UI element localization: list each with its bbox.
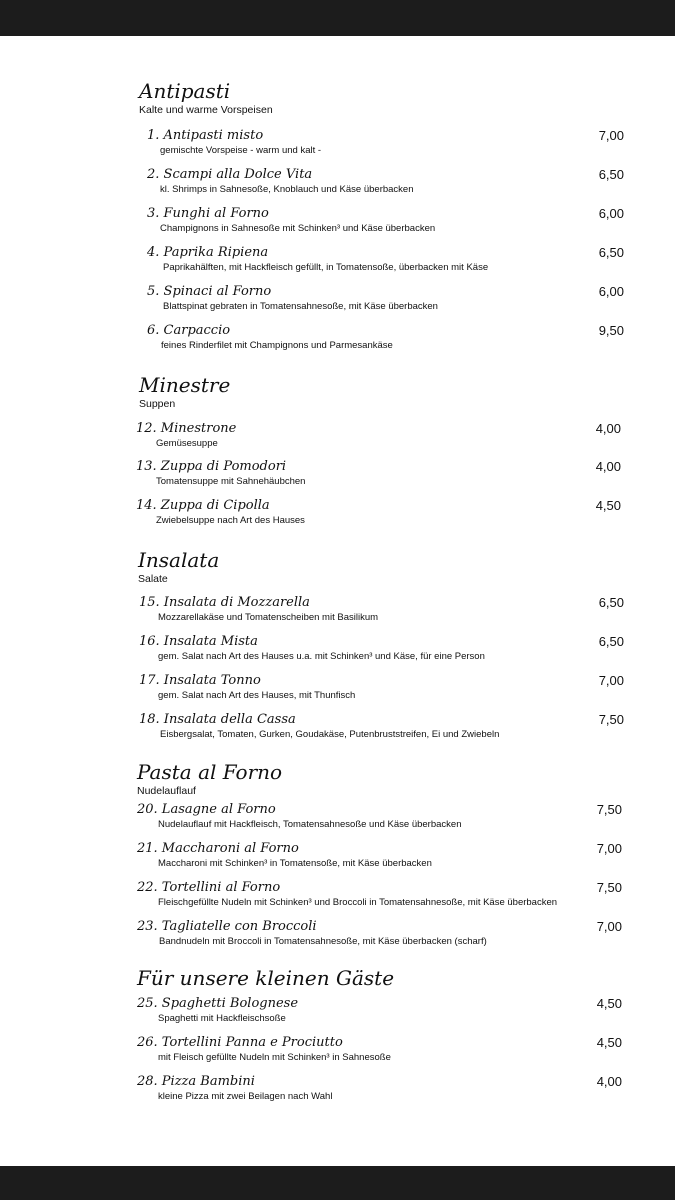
item-description: gem. Salat nach Art des Hauses, mit Thunfisch	[158, 690, 356, 701]
item-price: 7,00	[596, 841, 622, 856]
item-description: Eisbergsalat, Tomaten, Gurken, Goudakäse, Putenbruststreifen, Ei und Zwiebeln	[160, 729, 500, 740]
menu-item	[139, 595, 624, 624]
section-insalata	[138, 549, 675, 586]
item-description: feines Rinderfilet mit Champignons und Parmesankäse	[161, 340, 393, 351]
item-description: gemischte Vorspeise - warm und kalt -	[160, 145, 322, 156]
item-description: mit Fleisch gefüllte Nudeln mit Schinken³ in Sahnesoße	[158, 1052, 391, 1063]
section-title: Insalata	[138, 548, 220, 572]
menu-item	[139, 673, 624, 702]
menu-item	[137, 841, 622, 870]
item-name: 25. Spaghetti Bolognese	[137, 996, 299, 1011]
item-name: 3. Funghi al Forno	[147, 206, 269, 221]
menu-item	[137, 919, 622, 948]
section-subtitle: Suppen	[139, 398, 176, 410]
item-description: Zwiebelsuppe nach Art des Hauses	[156, 515, 305, 526]
item-price: 4,50	[596, 996, 622, 1011]
item-description: Tomatensuppe mit Sahnehäubchen	[156, 476, 306, 487]
item-name: 23. Tagliatelle con Broccoli	[137, 919, 317, 934]
item-price: 6,50	[598, 595, 624, 610]
item-price: 4,00	[596, 1074, 622, 1089]
item-price: 4,00	[595, 421, 621, 436]
item-description: Blattspinat gebraten in Tomatensahnesoße, mit Käse überbacken	[163, 301, 438, 312]
item-name: 6. Carpaccio	[147, 323, 231, 338]
item-name: 1. Antipasti misto	[147, 128, 264, 143]
item-description: Spaghetti mit Hackfleischsoße	[158, 1013, 286, 1024]
item-name: 22. Tortellini al Forno	[137, 880, 281, 895]
section-title: Antipasti	[139, 79, 231, 103]
item-description: Paprikahälften, mit Hackfleisch gefüllt, in Tomatensoße, überbacken mit Käse	[163, 262, 489, 273]
menu-item	[147, 206, 632, 235]
item-price: 7,50	[598, 712, 624, 727]
menu-item	[137, 880, 622, 909]
section-title: Minestre	[139, 373, 231, 397]
item-price: 6,50	[598, 245, 624, 260]
item-price: 7,00	[596, 919, 622, 934]
item-name: 14. Zuppa di Cipolla	[136, 498, 270, 513]
section-subtitle: Salate	[138, 573, 168, 585]
item-price: 4,50	[596, 1035, 622, 1050]
item-price: 6,00	[598, 206, 624, 221]
item-name: 26. Tortellini Panna e Prociutto	[137, 1035, 343, 1050]
bottom-bar	[0, 1166, 675, 1200]
item-description: gem. Salat nach Art des Hauses u.a. mit Schinken³ und Käse, für eine Person	[158, 651, 485, 662]
menu-item	[137, 1035, 622, 1064]
item-description: Gemüsesuppe	[156, 438, 218, 449]
menu-item	[147, 167, 632, 196]
menu-item	[137, 1074, 622, 1103]
item-name: 5. Spinaci al Forno	[147, 284, 272, 299]
menu-item	[147, 245, 632, 274]
item-price: 6,50	[598, 634, 624, 649]
item-price: 7,50	[596, 880, 622, 895]
item-description: Fleischgefüllte Nudeln mit Schinken³ und Broccoli in Tomatensahnesoße, mit Käse überbacken	[158, 897, 558, 908]
item-price: 6,50	[598, 167, 624, 182]
item-description: kl. Shrimps in Sahnesoße, Knoblauch und Käse überbacken	[160, 184, 414, 195]
item-price: 4,50	[595, 498, 621, 513]
section-subtitle: Kalte und warme Vorspeisen	[139, 104, 273, 116]
item-price: 7,50	[596, 802, 622, 817]
section-subtitle: Nudelauflauf	[137, 785, 196, 797]
item-name: 28. Pizza Bambini	[137, 1074, 255, 1089]
menu-item	[136, 421, 621, 450]
section-antipasti	[139, 80, 675, 117]
section-title: Pasta al Forno	[137, 760, 283, 784]
item-name: 17. Insalata Tonno	[139, 673, 261, 688]
menu-item	[136, 498, 621, 527]
item-name: 16. Insalata Mista	[139, 634, 258, 649]
item-price: 4,00	[595, 459, 621, 474]
menu-item	[139, 634, 624, 663]
item-name: 12. Minestrone	[136, 421, 237, 436]
item-name: 15. Insalata di Mozzarella	[139, 595, 310, 610]
item-name: 21. Maccharoni al Forno	[137, 841, 299, 856]
menu-item	[137, 802, 622, 831]
section-kids	[137, 967, 675, 989]
item-description: Mozzarellakäse und Tomatenscheiben mit Basilikum	[158, 612, 379, 623]
menu-item	[147, 323, 632, 352]
item-name: 2. Scampi alla Dolce Vita	[147, 167, 313, 182]
menu-item	[136, 459, 621, 488]
item-name: 20. Lasagne al Forno	[137, 802, 276, 817]
menu-item	[139, 712, 624, 741]
item-name: 4. Paprika Ripiena	[147, 245, 269, 260]
item-name: 13. Zuppa di Pomodori	[136, 459, 287, 474]
item-description: Bandnudeln mit Broccoli in Tomatensahnesoße, mit Käse überbacken (scharf)	[159, 936, 487, 947]
section-title: Für unsere kleinen Gäste	[137, 966, 395, 990]
menu-item	[147, 128, 632, 157]
item-price: 6,00	[598, 284, 624, 299]
item-description: Champignons in Sahnesoße mit Schinken³ und Käse überbacken	[160, 223, 436, 234]
item-description: Nudelauflauf mit Hackfleisch, Tomatensahnesoße und Käse überbacken	[158, 819, 462, 830]
section-pasta-al-forno	[137, 761, 675, 798]
top-bar	[0, 0, 675, 36]
menu-item	[147, 284, 632, 313]
item-price: 9,50	[598, 323, 624, 338]
item-price: 7,00	[598, 128, 624, 143]
item-price: 7,00	[598, 673, 624, 688]
item-description: kleine Pizza mit zwei Beilagen nach Wahl	[158, 1091, 333, 1102]
item-description: Maccharoni mit Schinken³ in Tomatensoße, mit Käse überbacken	[158, 858, 432, 869]
menu-item	[137, 996, 622, 1025]
item-name: 18. Insalata della Cassa	[139, 712, 296, 727]
section-minestre	[139, 374, 675, 411]
